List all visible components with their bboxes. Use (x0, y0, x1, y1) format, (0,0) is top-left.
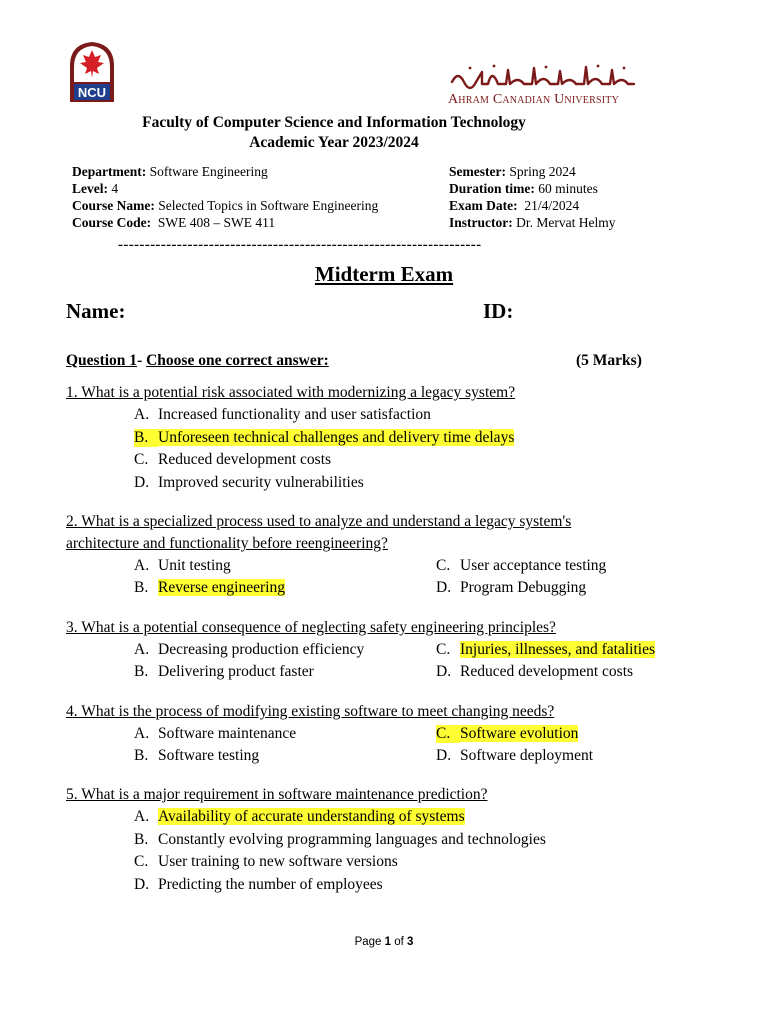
mcq-4-option-a (134, 725, 296, 743)
option-text: Predicting the number of employees (158, 876, 383, 893)
mcq-4-option-d (436, 747, 593, 765)
page-word: Page (354, 936, 382, 948)
total-page-count: 3 (407, 936, 414, 948)
option-letter: D. (436, 747, 452, 764)
question-1-label: Question 1 (66, 352, 138, 369)
mcq-3-option-d (436, 663, 633, 681)
option-text: Unit testing (158, 557, 231, 574)
mcq-5-option-a (134, 808, 465, 826)
option-text: Software testing (158, 747, 260, 764)
option-text: Software deployment (460, 747, 594, 764)
mcq-5-text: 5. What is a major requirement in software maintenance prediction? (66, 786, 488, 803)
option-text: Reduced development costs (460, 663, 634, 680)
option-text: Delivering product faster (158, 663, 314, 680)
option-text: Software maintenance (158, 725, 297, 742)
option-letter: B. (134, 747, 149, 764)
course-name-line (72, 197, 378, 214)
mcq-4-option-b (134, 747, 259, 765)
mcq-1-text: 1. What is a potential risk associated with modernizing a legacy system? (66, 384, 516, 401)
instructor-line (449, 214, 615, 231)
option-letter: D. (436, 579, 452, 596)
department-label: Department: (72, 164, 147, 179)
exam-date-line (449, 197, 579, 214)
option-letter: A. (134, 641, 150, 658)
mcq-3-option-a (134, 641, 364, 659)
semester-value: Spring 2024 (509, 164, 576, 179)
option-text-highlighted: Reverse engineering (158, 579, 285, 596)
university-name-english: Ahram Canadian University (448, 92, 619, 107)
instructor-value: Dr. Mervat Helmy (516, 215, 616, 230)
mcq-4-option-c (436, 725, 578, 743)
option-text-highlighted: Availability of accurate understanding of systems (158, 808, 465, 825)
mcq-3-option-c (436, 641, 655, 659)
ncu-logo-text: NCU (77, 85, 107, 100)
faculty-name: Faculty of Computer Science and Information Technology (142, 114, 526, 131)
mcq-2-option-a (134, 557, 231, 575)
course-code-line (72, 214, 275, 231)
mcq-2-option-c (436, 557, 606, 575)
option-letter: B. (134, 831, 149, 848)
mcq-1-option-d (134, 474, 364, 492)
mcq-1-option-a (134, 406, 431, 424)
mcq-3-option-b (134, 663, 314, 681)
level-value: 4 (111, 181, 119, 196)
course-code-label: Course Code: (72, 215, 152, 230)
option-letter: B. (134, 663, 149, 680)
name-label: Name: (66, 299, 126, 323)
duration-value: 60 minutes (538, 181, 598, 196)
option-text: Decreasing production efficiency (158, 641, 365, 658)
option-text-highlighted: Injuries, illnesses, and fatalities (460, 641, 655, 658)
option-letter: A. (134, 808, 150, 825)
mcq-3-text: 3. What is a potential consequence of neglecting safety engineering principles? (66, 619, 556, 636)
department-value: Software Engineering (149, 164, 268, 179)
option-text: User acceptance testing (460, 557, 607, 574)
question-1-instruction: Choose one correct answer: (146, 352, 329, 369)
question-1-heading (66, 352, 329, 370)
option-letter: C. (436, 725, 460, 743)
level-line (72, 180, 118, 197)
level-label: Level: (72, 181, 108, 196)
option-text: Improved security vulnerabilities (158, 474, 364, 491)
dashed-separator: -------------------------------------------------------------------- (118, 237, 482, 253)
page-footer (0, 936, 768, 948)
option-letter: B. (134, 579, 149, 596)
duration-line (449, 180, 598, 197)
option-letter: C. (134, 853, 149, 870)
current-page-number: 1 (384, 936, 392, 948)
semester-label: Semester: (449, 164, 506, 179)
mcq-5-option-c (134, 853, 398, 871)
option-text: Reduced development costs (158, 451, 332, 468)
option-letter: A. (134, 557, 150, 574)
exam-title: Midterm Exam (314, 262, 454, 286)
mcq-5-option-d (134, 876, 383, 894)
mcq-1-option-c (134, 451, 331, 469)
question-1-marks: (5 Marks) (576, 352, 642, 369)
option-text: Constantly evolving programming languages and technologies (158, 831, 546, 848)
course-code-value: SWE 408 – SWE 411 (157, 215, 276, 230)
mcq-2-text-line-1: 2. What is a specialized process used to analyze and understand a legacy system's (66, 513, 572, 530)
semester-line (449, 163, 576, 180)
instructor-label: Instructor: (449, 215, 513, 230)
exam-date-value: 21/4/2024 (524, 198, 580, 213)
course-name-value: Selected Topics in Software Engineering (158, 198, 379, 213)
exam-date-label: Exam Date: (449, 198, 518, 213)
course-name-label: Course Name: (72, 198, 155, 213)
option-letter: D. (436, 663, 452, 680)
option-text-highlighted: Unforeseen technical challenges and delivery time delays (158, 429, 515, 446)
arabic-calligraphy-icon (448, 62, 638, 90)
option-letter: C. (436, 641, 451, 658)
mcq-2-text-line-2: architecture and functionality before reengineering? (66, 535, 388, 552)
mcq-2-option-d (436, 579, 586, 597)
option-text-highlighted: Software evolution (460, 725, 579, 742)
mcq-2-option-b (134, 579, 285, 597)
mcq-4-text: 4. What is the process of modifying existing software to meet changing needs? (66, 703, 555, 720)
option-letter: B. (134, 429, 158, 447)
option-letter: D. (134, 876, 150, 893)
id-label: ID: (483, 299, 514, 323)
of-word: of (394, 936, 404, 948)
ncu-logo (66, 40, 118, 104)
option-text: User training to new software versions (158, 853, 398, 870)
question-1-dash: - (137, 352, 143, 369)
mcq-5-option-b (134, 831, 546, 849)
academic-year: Academic Year 2023/2024 (249, 134, 419, 151)
option-letter: C. (134, 451, 149, 468)
option-letter: D. (134, 474, 150, 491)
option-letter: A. (134, 725, 150, 742)
option-letter: C. (436, 557, 451, 574)
option-text: Program Debugging (460, 579, 587, 596)
department-line (72, 163, 268, 180)
mcq-1-option-b (134, 429, 514, 447)
duration-label: Duration time: (449, 181, 535, 196)
university-wordmark (448, 62, 638, 108)
option-text: Increased functionality and user satisfaction (158, 406, 431, 423)
option-letter: A. (134, 406, 150, 423)
